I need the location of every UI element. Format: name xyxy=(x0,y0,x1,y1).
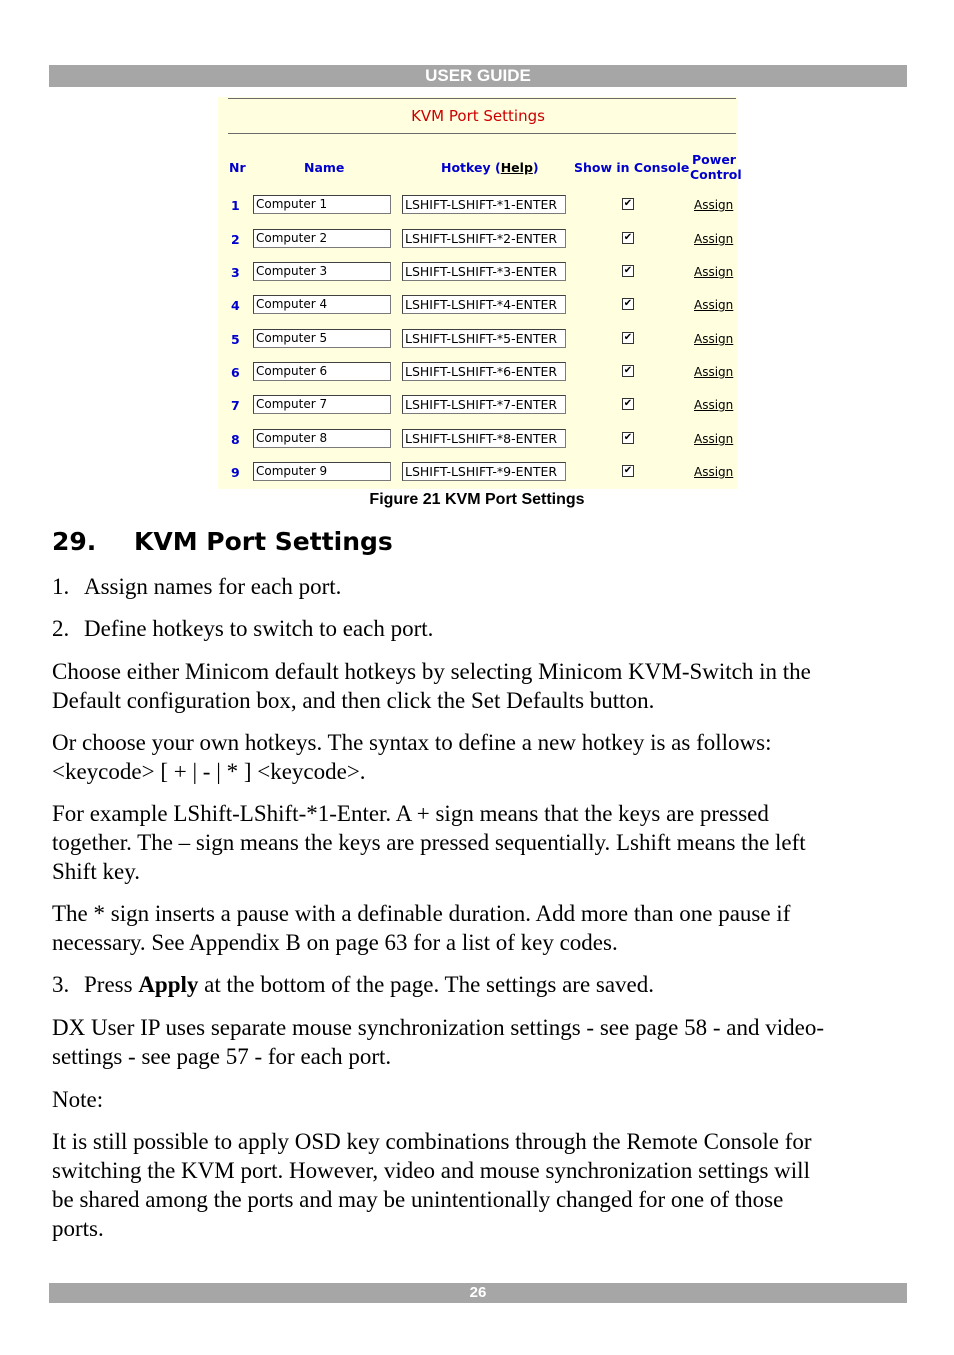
paragraph-line: Or choose your own hotkeys. The syntax to define a new hotkey is as follows: xyxy=(52,730,772,755)
header-banner: USER GUIDE xyxy=(49,65,907,87)
port-name-input[interactable]: Computer 7 xyxy=(253,395,391,414)
paragraph-line: Default configuration box, and then click the Set Defaults button. xyxy=(52,688,655,713)
show-in-console-checkbox[interactable]: ✔ xyxy=(623,298,633,309)
port-hotkey-input[interactable]: LSHIFT-LSHIFT-*7-ENTER xyxy=(402,395,566,414)
apply-keyword: Apply xyxy=(138,972,199,997)
port-number: 3 xyxy=(231,265,240,280)
port-row xyxy=(218,362,738,384)
paragraph-sync-settings xyxy=(52,1013,902,1071)
paragraph-line: For example LShift-LShift-*1-Enter. A + sign means that the keys are pressed xyxy=(52,801,769,826)
show-in-console-checkbox[interactable]: ✔ xyxy=(623,432,633,443)
paragraph-note xyxy=(52,1127,902,1243)
port-row xyxy=(218,229,738,251)
column-header-hotkey: Hotkey (Help) xyxy=(441,160,539,175)
power-label-line1: Power xyxy=(692,152,736,167)
assign-power-link[interactable]: Assign xyxy=(694,398,734,412)
port-row xyxy=(218,395,738,417)
port-row xyxy=(218,262,738,284)
list-text: Define hotkeys to switch to each port. xyxy=(84,616,434,641)
column-header-name: Name xyxy=(304,160,345,175)
paragraph-line: <keycode> [ + | - | * ] <keycode>. xyxy=(52,759,366,784)
paragraph-default-hotkeys xyxy=(52,657,902,715)
paragraph-line: Choose either Minicom default hotkeys by selecting Minicom KVM-Switch in the xyxy=(52,659,811,684)
port-name-input[interactable]: Computer 1 xyxy=(253,195,391,214)
show-in-console-checkbox[interactable]: ✔ xyxy=(623,365,633,376)
port-number: 1 xyxy=(231,198,240,213)
assign-power-link[interactable]: Assign xyxy=(694,365,734,379)
paragraph-pause xyxy=(52,899,902,957)
port-hotkey-input[interactable]: LSHIFT-LSHIFT-*9-ENTER xyxy=(402,462,566,481)
port-name-input[interactable]: Computer 4 xyxy=(253,295,391,314)
port-row xyxy=(218,429,738,451)
assign-power-link[interactable]: Assign xyxy=(694,465,734,479)
paragraph-line: ports. xyxy=(52,1216,104,1241)
port-hotkey-input[interactable]: LSHIFT-LSHIFT-*4-ENTER xyxy=(402,295,566,314)
paragraph-line: together. The – sign means the keys are pressed sequentially. Lshift means the left xyxy=(52,830,806,855)
show-in-console-checkbox[interactable]: ✔ xyxy=(623,465,633,476)
port-row xyxy=(218,195,738,217)
list-number: 2. xyxy=(52,616,70,641)
port-hotkey-input[interactable]: LSHIFT-LSHIFT-*6-ENTER xyxy=(402,362,566,381)
port-number: 7 xyxy=(231,398,240,413)
show-in-console-checkbox[interactable]: ✔ xyxy=(623,265,633,276)
column-header-nr: Nr xyxy=(229,160,246,175)
list-item xyxy=(52,614,902,643)
port-name-input[interactable]: Computer 6 xyxy=(253,362,391,381)
paragraph-line: The * sign inserts a pause with a definable duration. Add more than one pause if xyxy=(52,901,791,926)
note-label: Note: xyxy=(52,1087,104,1112)
show-in-console-checkbox[interactable]: ✔ xyxy=(623,398,633,409)
port-hotkey-input[interactable]: LSHIFT-LSHIFT-*3-ENTER xyxy=(402,262,566,281)
paragraph-line: DX User IP uses separate mouse synchronization settings - see page 58 - and video- xyxy=(52,1015,824,1040)
list-text: at the bottom of the page. The settings are saved. xyxy=(198,972,655,997)
port-row xyxy=(218,329,738,351)
port-number: 5 xyxy=(231,332,240,347)
port-number: 6 xyxy=(231,365,240,380)
list-text: Assign names for each port. xyxy=(84,574,342,599)
assign-power-link[interactable]: Assign xyxy=(694,198,734,212)
assign-power-link[interactable]: Assign xyxy=(694,265,734,279)
assign-power-link[interactable]: Assign xyxy=(694,232,734,246)
port-row xyxy=(218,295,738,317)
list-item xyxy=(52,970,902,999)
panel-top-rule xyxy=(228,98,736,99)
port-number: 8 xyxy=(231,432,240,447)
column-header-show-in-console: Show in Console xyxy=(574,160,690,175)
panel-title-rule xyxy=(228,133,736,134)
list-number: 3. xyxy=(52,972,70,997)
port-hotkey-input[interactable]: LSHIFT-LSHIFT-*5-ENTER xyxy=(402,329,566,348)
port-number: 9 xyxy=(231,465,240,480)
port-name-input[interactable]: Computer 8 xyxy=(253,429,391,448)
show-in-console-checkbox[interactable]: ✔ xyxy=(623,232,633,243)
assign-power-link[interactable]: Assign xyxy=(694,332,734,346)
section-heading xyxy=(52,526,393,558)
figure-caption: Figure 21 KVM Port Settings xyxy=(369,491,585,508)
kvm-port-settings-screenshot xyxy=(218,97,742,489)
column-header-power-control xyxy=(690,152,742,182)
paragraph-line: be shared among the ports and may be unintentionally changed for one of those xyxy=(52,1187,784,1212)
list-item xyxy=(52,572,902,601)
hotkey-label: Hotkey xyxy=(441,160,491,175)
paragraph-line: It is still possible to apply OSD key combinations through the Remote Console for xyxy=(52,1129,812,1154)
paragraph-line: Shift key. xyxy=(52,859,140,884)
list-number: 1. xyxy=(52,574,70,599)
port-hotkey-input[interactable]: LSHIFT-LSHIFT-*1-ENTER xyxy=(402,195,566,214)
assign-power-link[interactable]: Assign xyxy=(694,432,734,446)
port-number: 2 xyxy=(231,232,240,247)
page-number-footer: 26 xyxy=(49,1283,907,1303)
power-label-line2: Control xyxy=(690,167,742,182)
paragraph-line: settings - see page 57 - for each port. xyxy=(52,1044,392,1069)
port-name-input[interactable]: Computer 5 xyxy=(253,329,391,348)
port-hotkey-input[interactable]: LSHIFT-LSHIFT-*2-ENTER xyxy=(402,229,566,248)
paragraph-hotkey-syntax xyxy=(52,728,902,786)
show-in-console-checkbox[interactable]: ✔ xyxy=(623,332,633,343)
hotkey-help-link[interactable]: Help xyxy=(500,160,533,175)
section-number: 29. xyxy=(52,527,97,556)
port-row xyxy=(218,462,738,484)
show-in-console-checkbox[interactable]: ✔ xyxy=(623,198,633,209)
panel-title: KVM Port Settings xyxy=(411,107,545,125)
port-number: 4 xyxy=(231,298,240,313)
port-name-input[interactable]: Computer 2 xyxy=(253,229,391,248)
port-name-input[interactable]: Computer 9 xyxy=(253,462,391,481)
paragraph-hotkey-example xyxy=(52,799,902,886)
port-name-input[interactable]: Computer 3 xyxy=(253,262,391,281)
paragraph-line: necessary. See Appendix B on page 63 for a list of key codes. xyxy=(52,930,618,955)
port-hotkey-input[interactable]: LSHIFT-LSHIFT-*8-ENTER xyxy=(402,429,566,448)
section-title: KVM Port Settings xyxy=(134,527,393,556)
list-text: Press xyxy=(84,972,139,997)
assign-power-link[interactable]: Assign xyxy=(694,298,734,312)
paragraph-line: switching the KVM port. However, video and mouse synchronization settings will xyxy=(52,1158,810,1183)
